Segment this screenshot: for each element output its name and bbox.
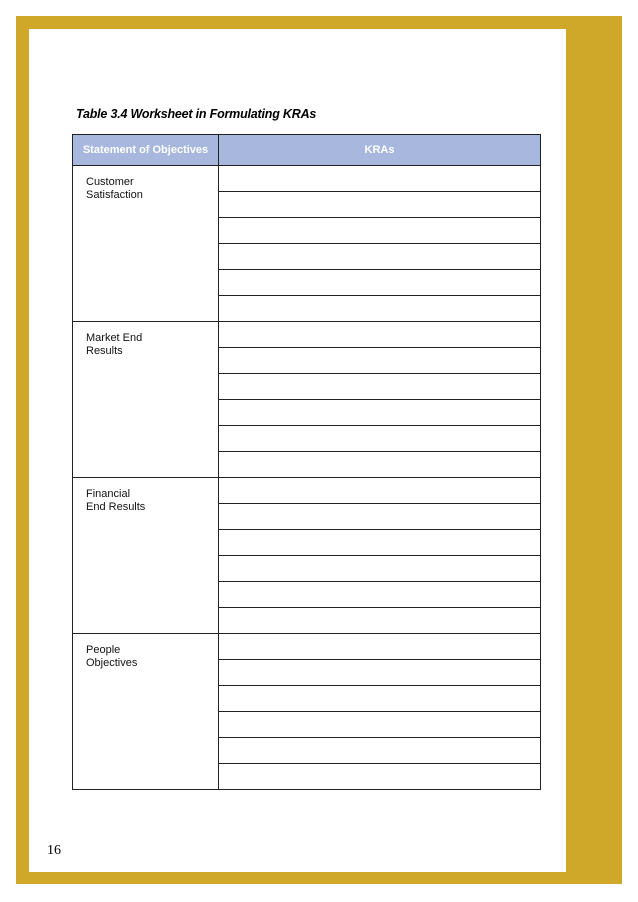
kra-entry-cell[interactable] (219, 244, 541, 270)
kra-entry-cell[interactable] (219, 218, 541, 244)
objective-cell-market-end-results: Market End Results (73, 322, 219, 478)
header-statement-of-objectives: Statement of Objectives (73, 135, 219, 166)
kra-entry-cell[interactable] (219, 764, 541, 790)
kra-entry-cell[interactable] (219, 166, 541, 192)
page-number: 16 (47, 843, 61, 858)
kra-entry-cell[interactable] (219, 426, 541, 452)
objective-cell-customer-satisfaction: Customer Satisfaction (73, 166, 219, 322)
kra-entry-cell[interactable] (219, 686, 541, 712)
table-row (73, 634, 541, 660)
kra-entry-cell[interactable] (219, 478, 541, 504)
table-row (73, 478, 541, 504)
kra-entry-cell[interactable] (219, 530, 541, 556)
table-header-row (73, 135, 541, 166)
table-row (73, 322, 541, 348)
objective-cell-people-objectives: People Objectives (73, 634, 219, 790)
kra-entry-cell[interactable] (219, 738, 541, 764)
kra-entry-cell[interactable] (219, 374, 541, 400)
header-kras: KRAs (219, 135, 541, 166)
table-row (73, 166, 541, 192)
kra-worksheet-table (72, 134, 541, 790)
kra-entry-cell[interactable] (219, 582, 541, 608)
kra-entry-cell[interactable] (219, 348, 541, 374)
kra-entry-cell[interactable] (219, 608, 541, 634)
kra-entry-cell[interactable] (219, 452, 541, 478)
kra-entry-cell[interactable] (219, 270, 541, 296)
kra-entry-cell[interactable] (219, 556, 541, 582)
kra-entry-cell[interactable] (219, 712, 541, 738)
table-caption: Table 3.4 Worksheet in Formulating KRAs (76, 107, 317, 121)
kra-entry-cell[interactable] (219, 634, 541, 660)
kra-entry-cell[interactable] (219, 504, 541, 530)
kra-entry-cell[interactable] (219, 296, 541, 322)
kra-entry-cell[interactable] (219, 400, 541, 426)
kra-entry-cell[interactable] (219, 322, 541, 348)
kra-entry-cell[interactable] (219, 192, 541, 218)
objective-cell-financial-end-results: Financial End Results (73, 478, 219, 634)
kra-entry-cell[interactable] (219, 660, 541, 686)
